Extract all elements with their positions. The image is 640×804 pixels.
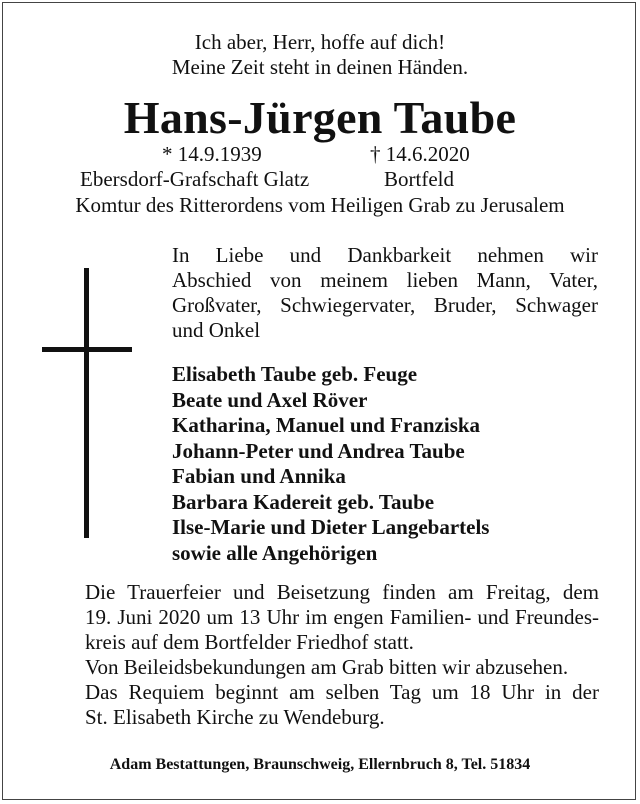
mourner-name: Katharina, Manuel und Franziska [172,413,481,437]
mourner-name: Fabian und Annika [172,464,346,488]
notice-line: kreis auf dem Bortfelder Friedhof statt. [85,630,414,654]
birth-place: Ebersdorf-Grafschaft Glatz [80,167,310,191]
mourner-name: Johann-Peter und Andrea Taube [172,438,465,463]
mourner-name: Elisabeth Taube geb. Feuge [172,362,418,386]
mourner-name: Barbara Kadereit geb. Taube [172,489,435,514]
funeral-notice [85,580,599,730]
death-place: Bortfeld [384,167,454,191]
verse-line-2: Meine Zeit steht in deinen Händen. [171,55,469,79]
cross-vertical-bar [84,268,89,538]
mourner-name: sowie alle Angehörigen [172,540,378,565]
notice-line: St. Elisabeth Kirche zu Wendeburg. [85,705,385,729]
cross-horizontal-bar [42,347,132,352]
honorary-title: Komtur des Ritterordens vom Heiligen Grab zu Jerusalem [75,193,565,217]
bible-verse [0,30,640,80]
mourner-name: Beate und Axel Röver [172,387,368,412]
farewell-line: Großvater, Schwiegervater, Bruder, Schwager [172,293,598,317]
notice-line: Von Beileidsbekundungen am Grab bitten wir abzusehen. [85,655,569,679]
death-date: † 14.6.2020 [370,142,470,166]
birth-date: * 14.9.1939 [162,142,262,166]
cross-icon [42,268,132,538]
mourners-list [172,362,602,566]
farewell-line: und Onkel [172,318,261,342]
notice-line: Die Trauerfeier und Beisetzung finden am Freitag, dem [85,580,599,604]
undertaker-footer: Adam Bestattungen, Braunschweig, Ellernbruch 8, Tel. 51834 [109,756,531,773]
farewell-line: Abschied von meinem lieben Mann, Vater, [172,268,598,292]
notice-line: 19. Juni 2020 um 13 Uhr im engen Familien- und Freundes- [85,605,599,629]
farewell-line: In Liebe und Dankbarkeit nehmen wir [172,243,598,267]
farewell-text [172,243,598,343]
notice-line: Das Requiem beginnt am selben Tag um 18 Uhr in der [85,680,599,704]
verse-line-1: Ich aber, Herr, hoffe auf dich! [194,30,446,54]
deceased-name: Hans-Jürgen Taube [123,92,517,143]
mourner-name: Ilse-Marie und Dieter Langebartels [172,515,490,539]
